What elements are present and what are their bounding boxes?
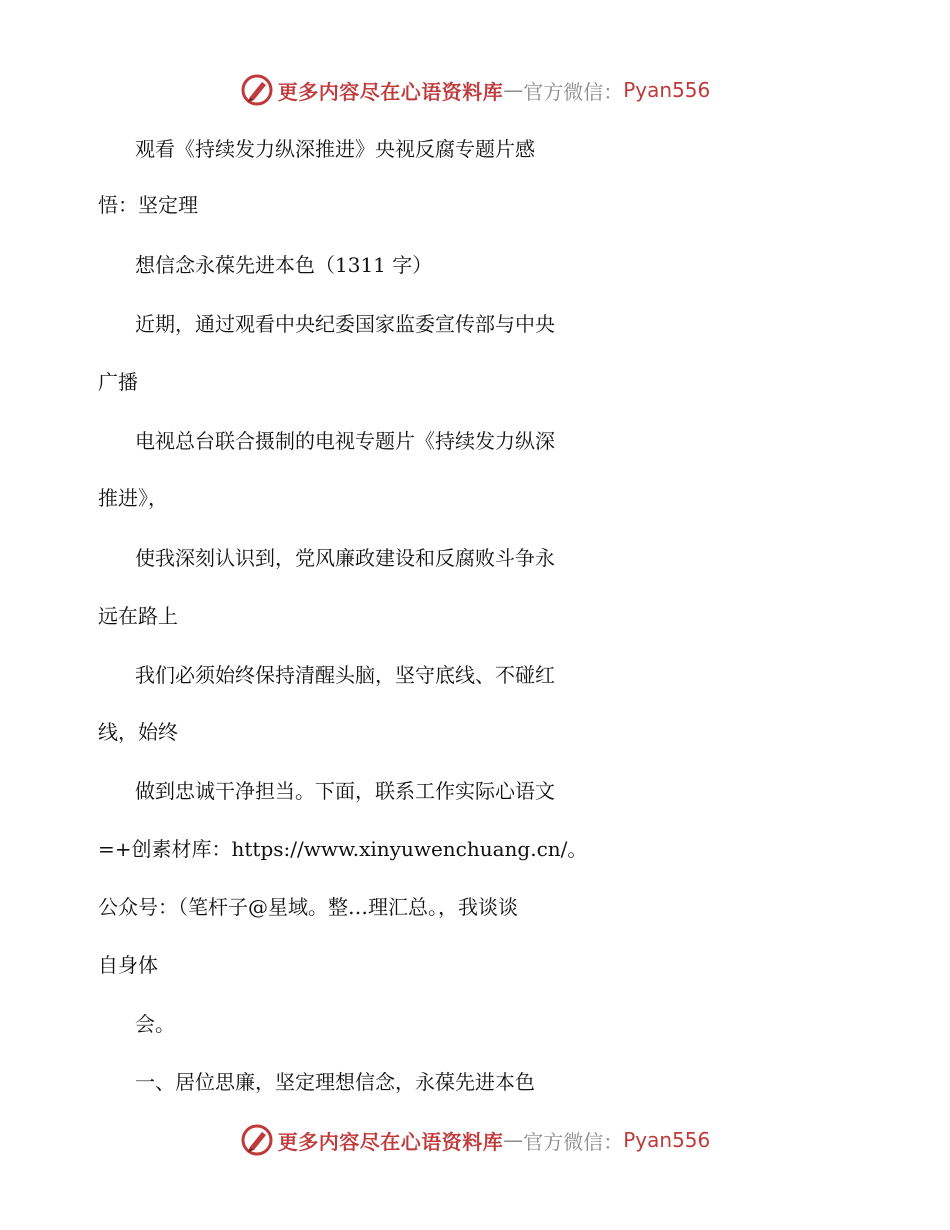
doc-line: 推进》，	[98, 486, 168, 510]
doc-line: 一、居位思廉，坚定理想信念，永葆先进本色	[135, 1070, 535, 1094]
doc-line: 线，始终	[98, 720, 178, 744]
doc-line: 使我深刻认识到，党风廉政建设和反腐败斗争永	[135, 546, 555, 570]
doc-line: 观看《持续发力纵深推进》央视反腐专题片感	[135, 137, 535, 161]
pen-logo-icon	[240, 1123, 274, 1157]
doc-line: 做到忠诚干净担当。下面，联系工作实际心语文	[135, 779, 555, 803]
banner-wechat-label: 官方微信：	[523, 1129, 624, 1154]
doc-line: 公众号：（笔杆子@星域。整…理汇总。，我谈谈	[98, 895, 518, 919]
footer-banner	[0, 1120, 950, 1160]
banner-separator: —	[503, 1128, 524, 1152]
doc-line: 电视总台联合摄制的电视专题片《持续发力纵深	[135, 429, 555, 453]
banner-wechat-label: 官方微信：	[523, 79, 624, 104]
banner-wechat-id: Pyan556	[623, 1128, 711, 1152]
doc-line: 近期，通过观看中央纪委国家监委宣传部与中央	[135, 312, 555, 336]
doc-line: 想信念永葆先进本色（1311 字）	[135, 253, 433, 277]
doc-line: 我们必须始终保持清醒头脑，坚守底线、不碰红	[135, 663, 555, 687]
doc-line: 远在路上	[98, 604, 178, 628]
banner-separator: —	[503, 78, 524, 102]
doc-line: 自身体	[98, 953, 158, 977]
banner-brand-text: 更多内容尽在心语资料库	[277, 79, 504, 104]
doc-line: 广播	[98, 370, 138, 394]
doc-line: =+创素材库：https://www.xinyuwenchuang.cn/。	[98, 837, 588, 861]
doc-line: 会。	[135, 1012, 175, 1036]
banner-brand-text: 更多内容尽在心语资料库	[277, 1129, 504, 1154]
doc-line: 悟：坚定理	[98, 193, 198, 217]
banner-wechat-id: Pyan556	[623, 78, 711, 102]
